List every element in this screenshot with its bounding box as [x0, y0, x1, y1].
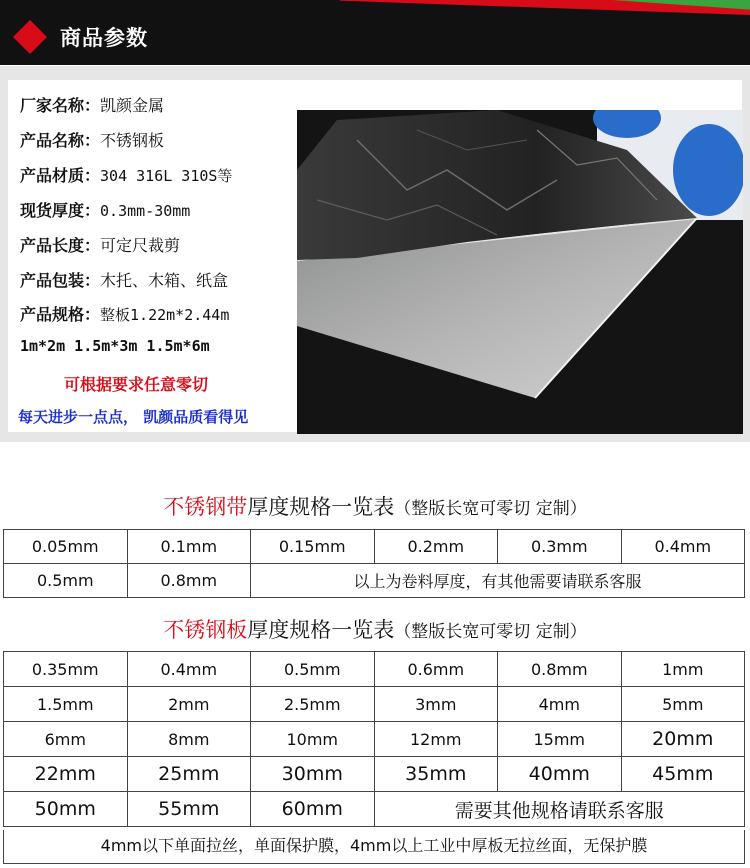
table-cell: 6mm	[4, 722, 128, 757]
table-cell: 12mm	[374, 722, 498, 757]
table-row	[4, 652, 745, 687]
info-row-spec: 产品规格：整板1.22m*2.44m	[20, 305, 230, 324]
table-cell: 40mm	[498, 757, 622, 792]
table-row	[4, 757, 745, 792]
info-row-manufacturer: 厂家名称：凯颜金属	[20, 96, 165, 115]
table-cell: 1mm	[621, 652, 745, 687]
product-info-panel	[0, 66, 750, 442]
table-cell: 2.5mm	[251, 687, 375, 722]
product-photo	[297, 110, 743, 434]
table-cell: 0.5mm	[4, 564, 128, 598]
diamond-icon	[13, 20, 47, 54]
steel-plate-image	[297, 110, 743, 434]
table-cell: 0.3mm	[498, 530, 622, 564]
table-cell: 0.4mm	[127, 652, 251, 687]
table-cell: 0.5mm	[251, 652, 375, 687]
table-cell: 0.1mm	[127, 530, 251, 564]
table-cell: 0.35mm	[4, 652, 128, 687]
info-row-product-name: 产品名称：不锈钢板	[20, 131, 165, 150]
table-cell: 30mm	[251, 757, 375, 792]
table-row	[4, 722, 745, 757]
product-info-card	[8, 80, 742, 432]
table-row	[4, 530, 745, 564]
plate-table-title: 不锈钢板厚度规格一览表（整版长宽可零切 定制）	[163, 618, 587, 642]
table-cell: 55mm	[127, 792, 251, 827]
table-note: 以上为卷料厚度，有其他需要请联系客服	[251, 564, 745, 598]
strip-table-title: 不锈钢带厚度规格一览表（整版长宽可零切 定制）	[163, 495, 587, 519]
table-cell: 0.2mm	[374, 530, 498, 564]
info-row-length: 产品长度：可定尺裁剪	[20, 236, 181, 255]
table-cell: 3mm	[374, 687, 498, 722]
table-row	[4, 792, 745, 827]
table-note: 需要其他规格请联系客服	[374, 792, 745, 827]
table-row	[4, 687, 745, 722]
table-cell: 2mm	[127, 687, 251, 722]
table-cell: 15mm	[498, 722, 622, 757]
table-cell: 0.6mm	[374, 652, 498, 687]
info-row-material: 产品材质：304 316L 310S等	[20, 166, 233, 185]
table-cell: 60mm	[251, 792, 375, 827]
table-cell: 0.05mm	[4, 530, 128, 564]
table-cell: 0.15mm	[251, 530, 375, 564]
table-cell: 5mm	[621, 687, 745, 722]
table-cell: 4mm	[498, 687, 622, 722]
cut-note: 可根据要求任意零切	[64, 375, 209, 394]
plate-thickness-table	[3, 651, 745, 827]
section-header	[0, 0, 750, 65]
table-cell: 20mm	[621, 722, 745, 757]
slogan: 每天进步一点点， 凯颜品质看得见	[18, 408, 249, 426]
strip-thickness-table	[3, 529, 745, 598]
info-row-packaging: 产品包装：木托、木箱、纸盒	[20, 271, 229, 290]
table-cell: 35mm	[374, 757, 498, 792]
table-cell: 8mm	[127, 722, 251, 757]
table-cell: 50mm	[4, 792, 128, 827]
table-row	[4, 564, 745, 598]
table-cell: 0.8mm	[127, 564, 251, 598]
plate-footer-note: 4mm以下单面拉丝，单面保护膜，4mm以上工业中厚板无拉丝面，无保护膜	[3, 830, 745, 864]
table-cell: 45mm	[621, 757, 745, 792]
info-row-thickness: 现货厚度：0.3mm-30mm	[20, 201, 191, 220]
table-cell: 10mm	[251, 722, 375, 757]
table-cell: 1.5mm	[4, 687, 128, 722]
table-cell: 0.4mm	[621, 530, 745, 564]
table-cell: 25mm	[127, 757, 251, 792]
table-cell: 0.8mm	[498, 652, 622, 687]
info-extra-sizes: 1m*2m 1.5m*3m 1.5m*6m	[20, 337, 210, 355]
table-cell: 22mm	[4, 757, 128, 792]
section-title: 商品参数	[60, 26, 148, 50]
